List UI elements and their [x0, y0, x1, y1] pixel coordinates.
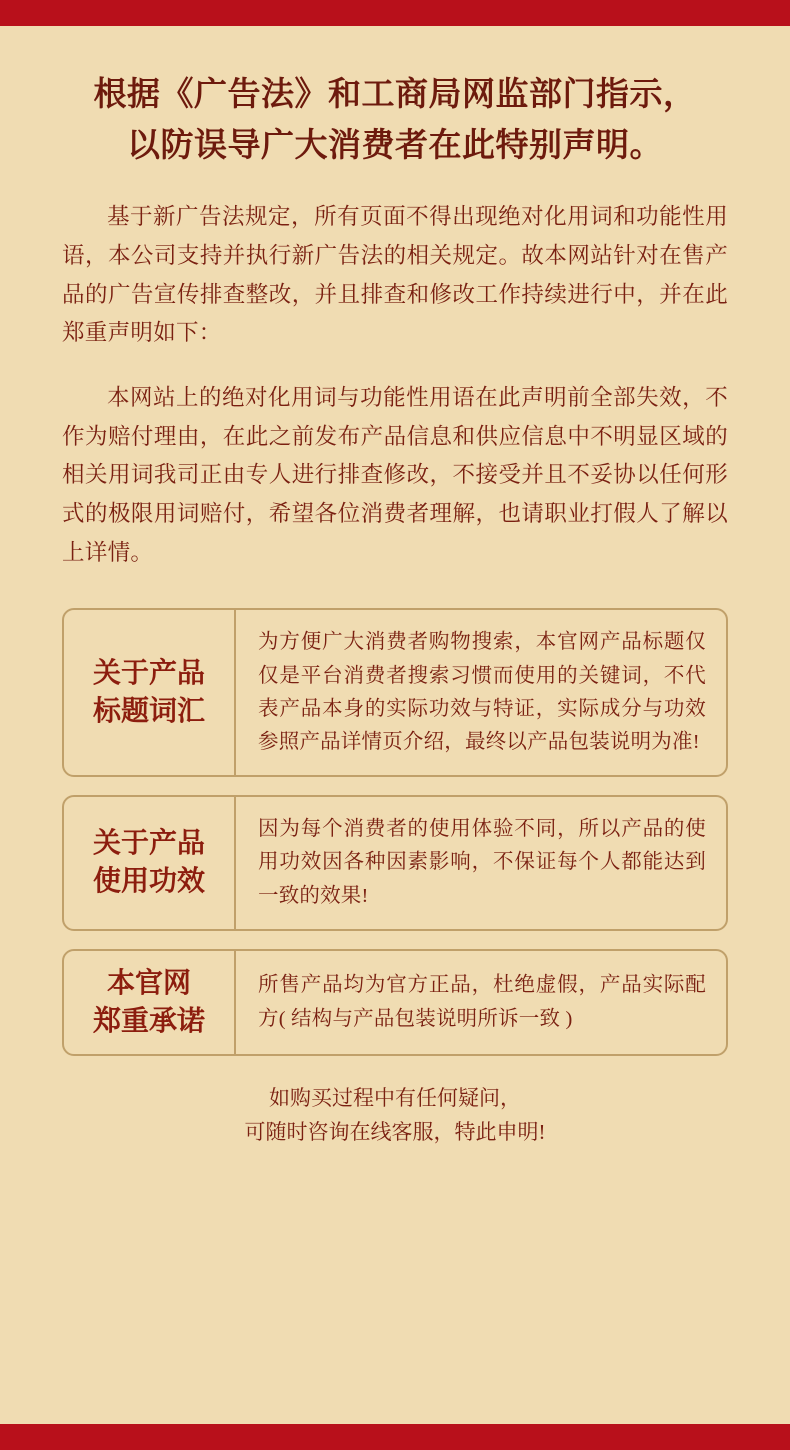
statement-card [62, 949, 728, 1057]
statement-paragraph-1: 基于新广告法规定，所有页面不得出现绝对化用词和功能性用语，本公司支持并执行新广告法的相关规定。故本网站针对在售产品的广告宣传排查整改，并且排查和修改工作持续进行中，并在此郑重声明如下： [62, 204, 728, 346]
top-red-bar [0, 0, 790, 26]
footer-note-line1: 如购买过程中有任何疑问， [269, 1086, 521, 1111]
statement-card-title-line2: 标题词汇 [92, 695, 205, 727]
statement-card-body: 为方便广大消费者购物搜索，本官网产品标题仅仅是平台消费者搜索习惯而使用的关键词，不代表产品本身的实际功效与特证，实际成分与功效参照产品详情页介绍，最终以产品包装说明为准! [258, 631, 706, 754]
statement-card-title [64, 610, 236, 775]
footer-note [62, 1082, 728, 1159]
statement-card-title [64, 951, 236, 1055]
footer-note-line2: 可随时咨询在线客服，特此申明! [244, 1120, 546, 1145]
statement-card-title-line1: 关于产品 [92, 828, 205, 860]
page-title-line2: 以防误导广大消费者在此特别声明。 [127, 128, 663, 165]
statement-card-list [62, 608, 728, 1056]
statement-paragraph-2: 本网站上的绝对化用词与功能性用语在此声明前全部失效，不作为赔付理由，在此之前发布产品信息和供应信息中不明显区域的相关用词我司正由专人进行排查修改，不接受并且不妥协以任何形式的极限用词赔付，希望各位消费者理解，也请职业打假人了解以上详情。 [62, 385, 728, 565]
statement-card-body: 因为每个消费者的使用体验不同，所以产品的使用功效因各种因素影响，不保证每个人都能达到一致的效果! [258, 818, 706, 907]
statement-card-title [64, 797, 236, 929]
page-title-line1: 根据《广告法》和工商局网监部门指示， [93, 77, 697, 113]
statement-card [62, 608, 728, 777]
statement-card-title-line2: 使用功效 [92, 866, 205, 898]
statement-card-title-line1: 关于产品 [92, 658, 205, 690]
statement-card-title-line2: 郑重承诺 [92, 1005, 205, 1037]
statement-card [62, 795, 728, 931]
statement-card-body: 所售产品均为官方正品，杜绝虚假，产品实际配方( 结构与产品包装说明所诉一致 ) [258, 974, 706, 1030]
bottom-red-bar [0, 1424, 790, 1450]
statement-card-title-line1: 本官网 [106, 967, 191, 999]
page-title [62, 70, 728, 172]
statement-content [0, 26, 790, 1424]
